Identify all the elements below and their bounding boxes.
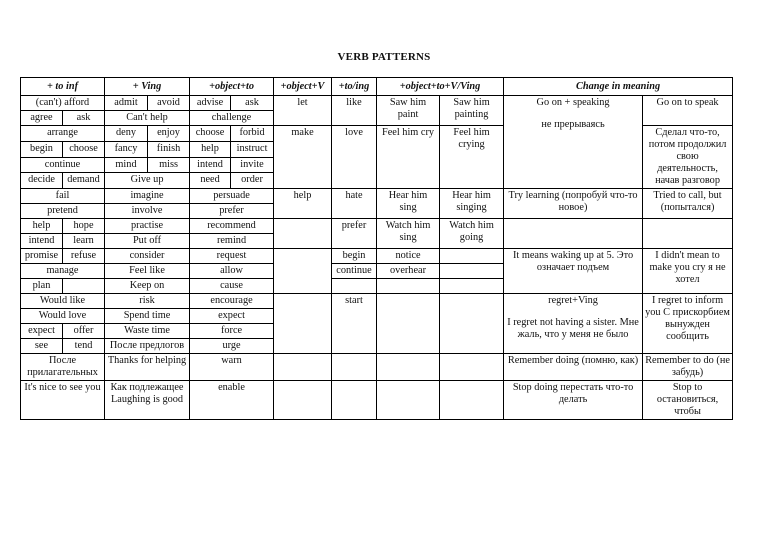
cell: expect bbox=[21, 324, 63, 339]
cell: ask bbox=[63, 111, 105, 126]
cell: challenge bbox=[190, 111, 274, 126]
cell: force bbox=[190, 324, 274, 339]
cell: forbid bbox=[231, 126, 274, 142]
cell: Put off bbox=[105, 234, 190, 249]
cell: Saw him painting bbox=[440, 96, 504, 126]
cell: decide bbox=[21, 173, 63, 189]
cell: prefer bbox=[332, 219, 377, 249]
cell: love bbox=[332, 126, 377, 189]
header-object-to: +object+to bbox=[190, 78, 274, 96]
empty-cell bbox=[440, 294, 504, 354]
header-to-ing: +to/ing bbox=[332, 78, 377, 96]
cell: prefer bbox=[190, 204, 274, 219]
cell: encourage bbox=[190, 294, 274, 309]
empty-cell bbox=[440, 354, 504, 381]
cell-line: не прерываясь bbox=[541, 119, 605, 130]
table-row bbox=[21, 294, 733, 309]
header-to-inf: + to inf bbox=[21, 78, 105, 96]
page-title: VERB PATTERNS bbox=[337, 51, 431, 63]
empty-cell bbox=[332, 354, 377, 381]
header-object-v: +object+V bbox=[274, 78, 332, 96]
cell: help bbox=[21, 219, 63, 234]
cell: let bbox=[274, 96, 332, 126]
header-row bbox=[21, 78, 733, 96]
cell: invite bbox=[231, 157, 274, 173]
meaning-cell-go-on bbox=[504, 96, 643, 189]
cell: continue bbox=[332, 264, 377, 279]
cell: start bbox=[332, 294, 377, 354]
cell: order bbox=[231, 173, 274, 189]
cell: advise bbox=[190, 96, 231, 111]
empty-cell bbox=[274, 354, 332, 381]
cell: allow bbox=[190, 264, 274, 279]
empty-cell bbox=[274, 294, 332, 354]
cell: It's nice to see you bbox=[21, 381, 105, 420]
cell: help bbox=[190, 141, 231, 157]
cell: admit bbox=[105, 96, 148, 111]
cell: practise bbox=[105, 219, 190, 234]
cell: begin bbox=[21, 141, 63, 157]
empty-cell bbox=[274, 249, 332, 294]
cell: I didn't mean to make you cry я не хотел bbox=[643, 249, 733, 294]
cell: Stop doing перестать что-то делать bbox=[504, 381, 643, 420]
cell: Feel him cry bbox=[377, 126, 440, 189]
cell: Stop to остановиться, чтобы bbox=[643, 381, 733, 420]
cell: cause bbox=[190, 279, 274, 294]
cell: recommend bbox=[190, 219, 274, 234]
cell: Remember doing (помню, как) bbox=[504, 354, 643, 381]
cell: Hear him singing bbox=[440, 189, 504, 219]
cell: choose bbox=[63, 141, 105, 157]
empty-cell bbox=[377, 294, 440, 354]
meaning-cell-regret bbox=[504, 294, 643, 354]
cell: remind bbox=[190, 234, 274, 249]
cell: arrange bbox=[21, 126, 105, 142]
cell-line: Go on + speaking bbox=[536, 97, 610, 108]
cell: ask bbox=[231, 96, 274, 111]
cell: demand bbox=[63, 173, 105, 189]
cell: hope bbox=[63, 219, 105, 234]
cell: Tried to call, but (попытался) bbox=[643, 189, 733, 219]
cell: plan bbox=[21, 279, 63, 294]
cell: hate bbox=[332, 189, 377, 219]
cell: Сделал что-то, потом продолжил свою деятельность, начав разговор bbox=[643, 126, 733, 189]
cell: Would love bbox=[21, 309, 105, 324]
cell: Remember to do (не забудь) bbox=[643, 354, 733, 381]
cell: agree bbox=[21, 111, 63, 126]
cell: tend bbox=[63, 339, 105, 354]
cell: offer bbox=[63, 324, 105, 339]
cell: Waste time bbox=[105, 324, 190, 339]
cell: learn bbox=[63, 234, 105, 249]
empty-cell bbox=[377, 279, 440, 294]
empty-cell bbox=[274, 381, 332, 420]
cell: make bbox=[274, 126, 332, 189]
cell: consider bbox=[105, 249, 190, 264]
cell: После предлогов bbox=[105, 339, 190, 354]
cell: После прилагательных bbox=[21, 354, 105, 381]
cell: begin bbox=[332, 249, 377, 264]
table-row bbox=[21, 354, 733, 381]
empty-cell bbox=[440, 264, 504, 279]
cell: Try learning (попробуй что-то новое) bbox=[504, 189, 643, 219]
cell: imagine bbox=[105, 189, 190, 204]
cell: persuade bbox=[190, 189, 274, 204]
cell: need bbox=[190, 173, 231, 189]
header-object-to-v-ving: +object+to+V/Ving bbox=[377, 78, 504, 96]
cell: deny bbox=[105, 126, 148, 142]
empty-cell bbox=[440, 279, 504, 294]
header-ving: + Ving bbox=[105, 78, 190, 96]
cell: choose bbox=[190, 126, 231, 142]
empty-cell bbox=[274, 219, 332, 249]
cell: fancy bbox=[105, 141, 148, 157]
empty-cell bbox=[377, 354, 440, 381]
table-row bbox=[21, 96, 733, 111]
cell: Can't help bbox=[105, 111, 190, 126]
cell: risk bbox=[105, 294, 190, 309]
cell: Keep on bbox=[105, 279, 190, 294]
cell: I regret to inform you С прискорбием вынужден сообщить bbox=[643, 294, 733, 354]
empty-cell bbox=[440, 381, 504, 420]
empty-cell bbox=[377, 381, 440, 420]
cell: Feel him crying bbox=[440, 126, 504, 189]
cell: help bbox=[274, 189, 332, 219]
cell: Watch him going bbox=[440, 219, 504, 249]
cell: overhear bbox=[377, 264, 440, 279]
table-row bbox=[21, 189, 733, 204]
cell: pretend bbox=[21, 204, 105, 219]
empty-cell bbox=[63, 279, 105, 294]
cell: request bbox=[190, 249, 274, 264]
empty-cell bbox=[643, 219, 733, 249]
cell: intend bbox=[21, 234, 63, 249]
cell: finish bbox=[148, 141, 190, 157]
cell: It means waking up at 5. Это означает подъем bbox=[504, 249, 643, 294]
verb-patterns-table bbox=[20, 77, 733, 420]
cell: Saw him paint bbox=[377, 96, 440, 126]
cell: Would like bbox=[21, 294, 105, 309]
cell: involve bbox=[105, 204, 190, 219]
cell: Hear him sing bbox=[377, 189, 440, 219]
cell: mind bbox=[105, 157, 148, 173]
cell: Watch him sing bbox=[377, 219, 440, 249]
cell: avoid bbox=[148, 96, 190, 111]
cell: Thanks for helping bbox=[105, 354, 190, 381]
cell: see bbox=[21, 339, 63, 354]
cell: expect bbox=[190, 309, 274, 324]
cell: like bbox=[332, 96, 377, 126]
cell: fail bbox=[21, 189, 105, 204]
empty-cell bbox=[332, 279, 377, 294]
empty-cell bbox=[440, 249, 504, 264]
cell: Как подлежащее Laughing is good bbox=[105, 381, 190, 420]
cell: manage bbox=[21, 264, 105, 279]
cell: Spend time bbox=[105, 309, 190, 324]
cell-line: I regret not having a sister. Мне жаль, что у меня не было bbox=[507, 317, 639, 340]
cell: instruct bbox=[231, 141, 274, 157]
cell: enjoy bbox=[148, 126, 190, 142]
cell: enable bbox=[190, 381, 274, 420]
table-row bbox=[21, 249, 733, 264]
cell: (can't) afford bbox=[21, 96, 105, 111]
cell: miss bbox=[148, 157, 190, 173]
cell-line: regret+Ving bbox=[548, 295, 598, 306]
cell: refuse bbox=[63, 249, 105, 264]
cell: notice bbox=[377, 249, 440, 264]
table-row bbox=[21, 219, 733, 234]
header-change-in-meaning: Change in meaning bbox=[504, 78, 733, 96]
cell: Give up bbox=[105, 173, 190, 189]
cell: warn bbox=[190, 354, 274, 381]
cell: continue bbox=[21, 157, 105, 173]
cell: Feel like bbox=[105, 264, 190, 279]
table-row bbox=[21, 381, 733, 420]
cell: intend bbox=[190, 157, 231, 173]
cell: promise bbox=[21, 249, 63, 264]
empty-cell bbox=[332, 381, 377, 420]
empty-cell bbox=[504, 219, 643, 249]
cell: Go on to speak bbox=[643, 96, 733, 126]
cell: urge bbox=[190, 339, 274, 354]
